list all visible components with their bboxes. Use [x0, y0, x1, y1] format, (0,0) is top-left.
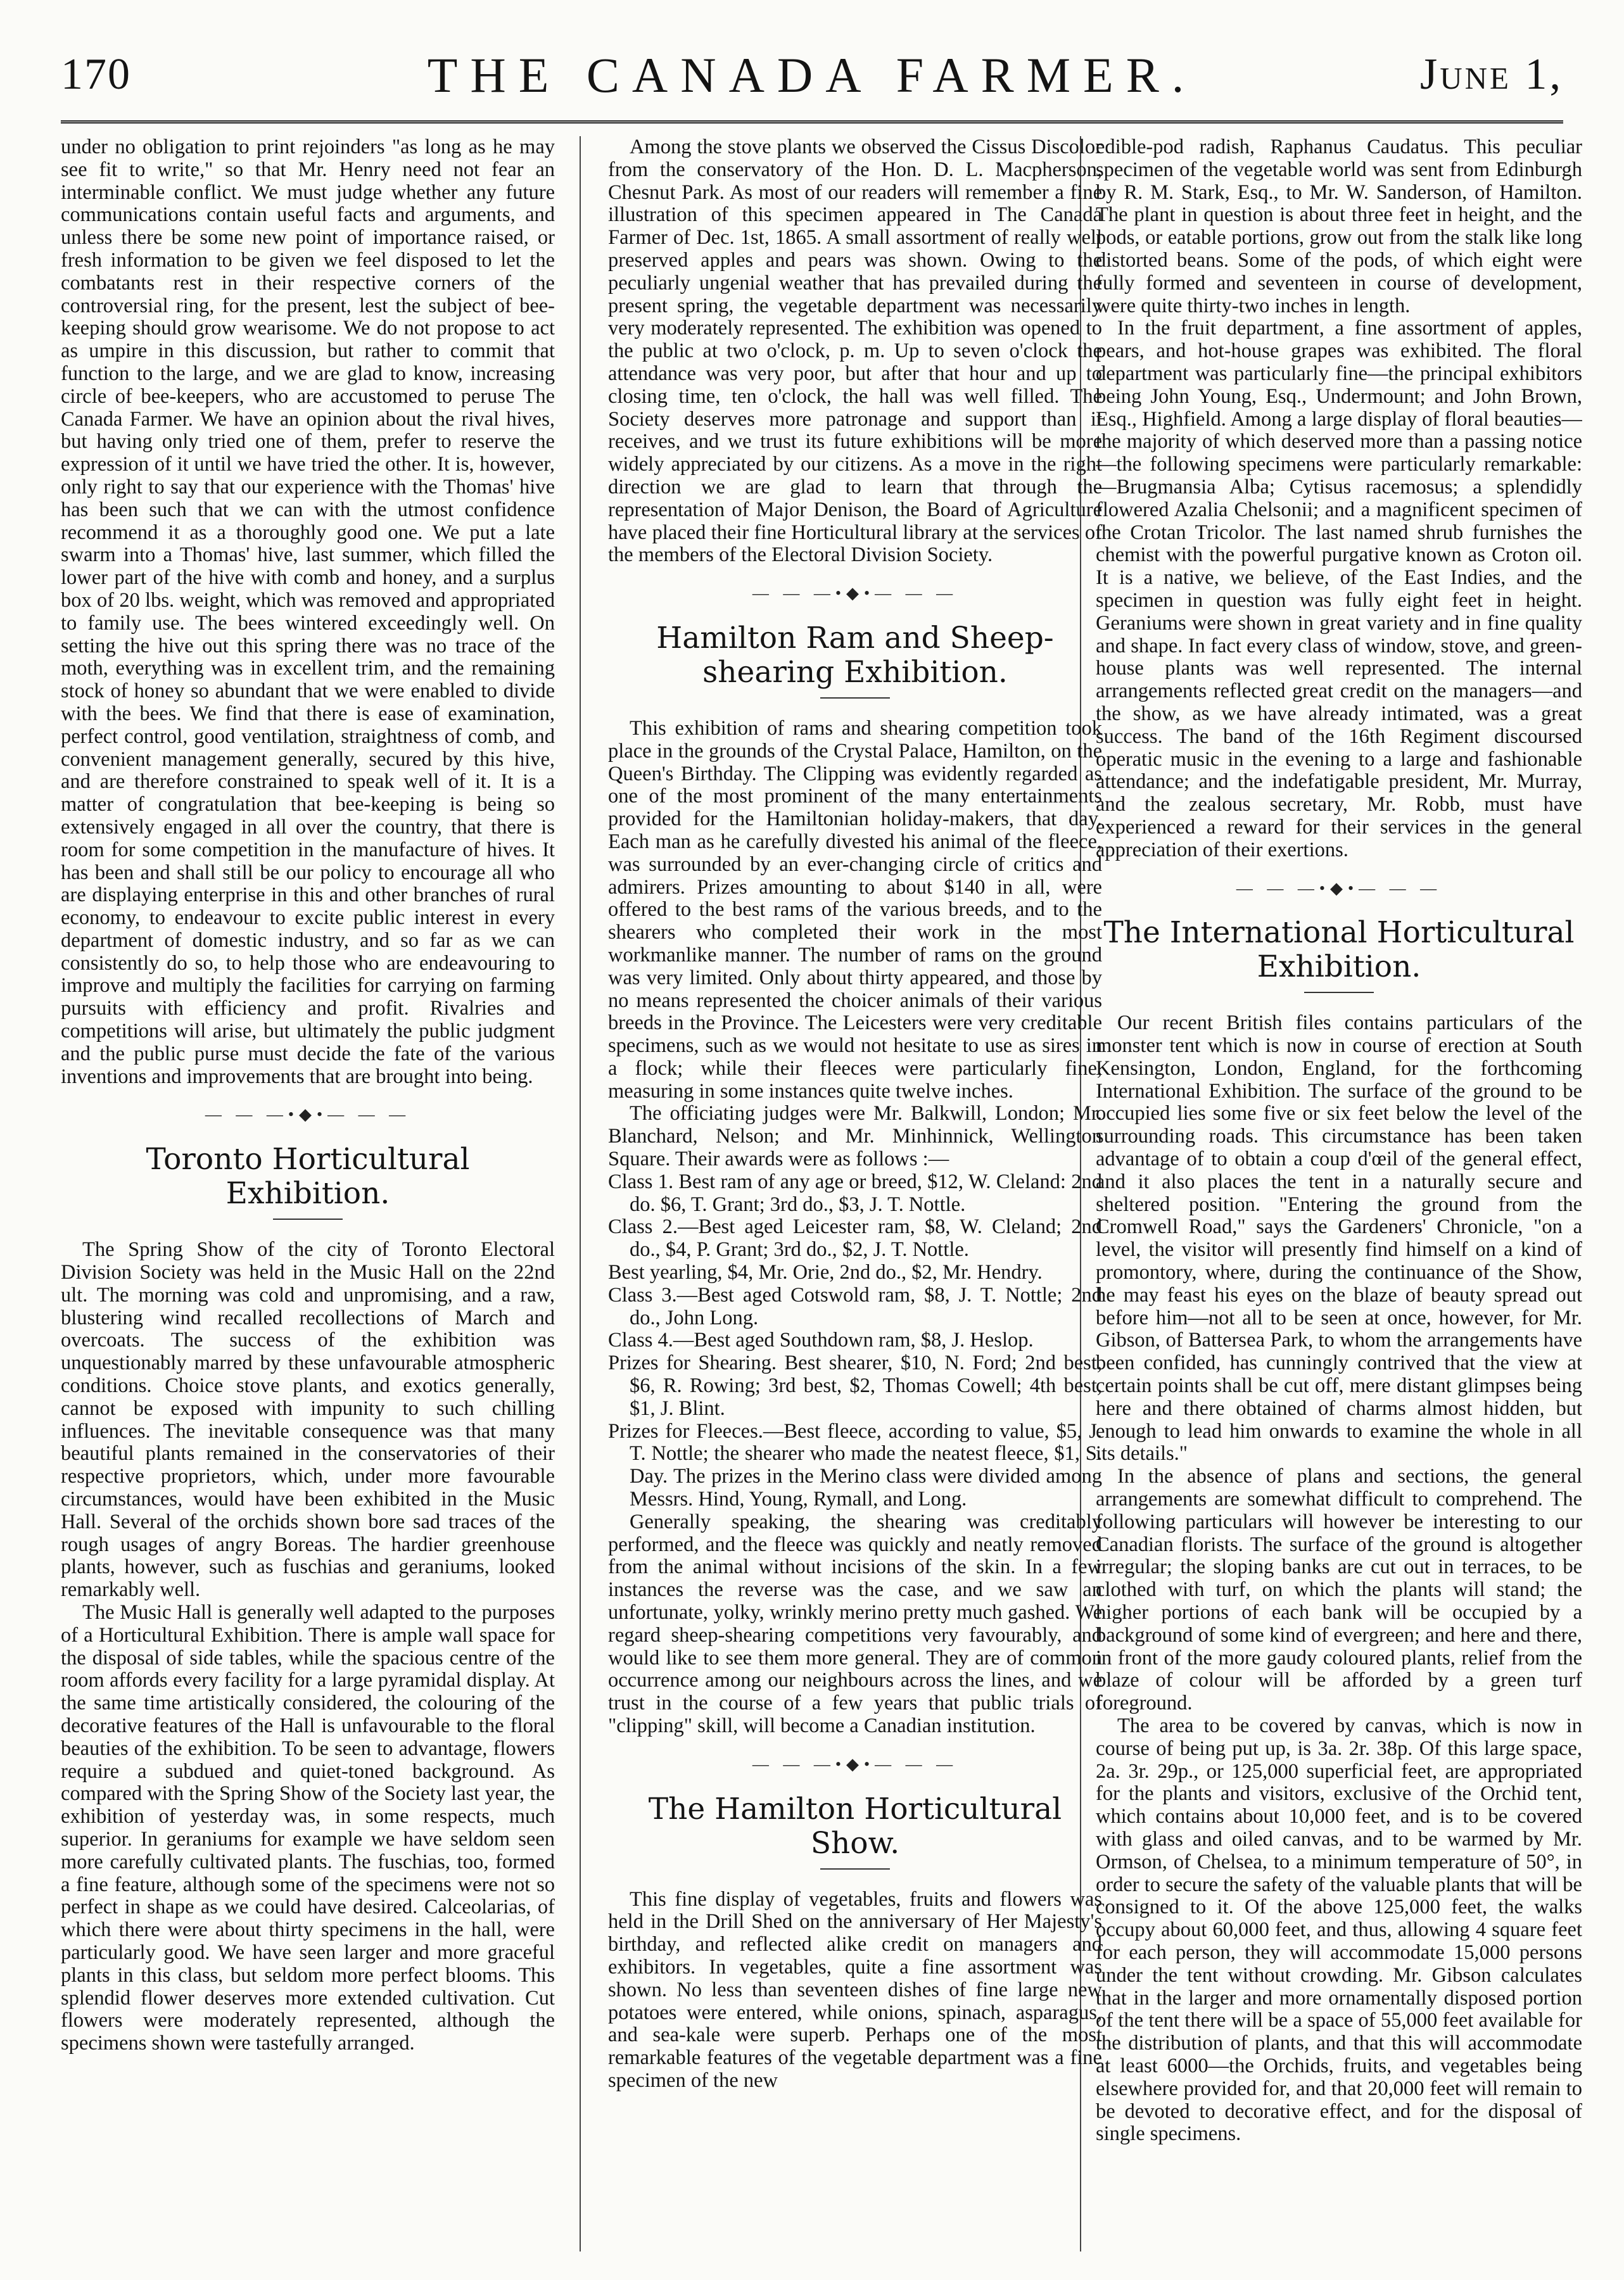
page-number: 170 — [61, 50, 131, 99]
section-ornament: — — —•◆•— — — — [205, 1105, 411, 1124]
article-heading: Hamilton Ram and Sheep-shearing Exhibition. — [656, 620, 1054, 690]
paragraph: Generally speaking, the shearing was creditably performed, and the fleece was quickly and neatly removed from the animal without incisions of the skin. In a few instances the reverse was the case, and we saw an unfortunate, yolky, wrinkly merino pretty much gashed. We regard sheep-shearing competitions very favourably, and would like to see them more general. They are of common occurrence among our neighbours across the lines, and we trust in the course of a few years that public trials of "clipping" skill, will become a Canadian institution. — [608, 1510, 1102, 1737]
prize-list-item: Class 4.—Best aged Southdown ram, $8, J. Heslop. — [608, 1329, 1034, 1352]
article-heading: Toronto Horticultural Exhibition. — [146, 1142, 470, 1212]
paragraph: This exhibition of rams and shearing competition took place in the grounds of the Crystal Palace, Hamilton, on the Queen's Birthday. The Clipping was evidently regarded as one of the most prominent of the many entertainments provided for the Hamiltonian holiday-makers, that day. Each man as he carefully divested his animal of the fleece, was surrounded by an ever-changing circle of critics and admirers. Prizes amounting to about $140 in all, were offered to the best rams of the various breeds, and to the shearers who completed their work in the most workmanlike manner. The number of rams on the ground was very limited. Only about thirty appeared, and those by no means represented the choicer animals of their various breeds in the Province. The Leicesters were very creditable specimens, such as we would not hesitate to use as sires in a flock; while their fleeces were particularly fine, measuring in some instances quite twelve inches. — [608, 716, 1102, 1103]
issue-date: June 1, — [1420, 50, 1563, 99]
prize-list-item: Class 2.—Best aged Leicester ram, $8, W. Cleland; 2nd do., $4, P. Grant; 3rd do., $2, J. T. Nottle. — [608, 1215, 1102, 1262]
paragraph: The Spring Show of the city of Toronto Electoral Division Society was held in the Music Hall on the 22nd ult. The morning was cold and unpromising, and a raw, blustering wind recalled recollections of March and overcoats. The success of the exhibition was unquestionably marred by these unfavourable atmospheric conditions. Choice stove plants, and exotics generally, cannot be exposed with impunity to such chilling influences. The inevitable consequence was that many beautiful plants remained in the conservatories of their respective proprietors, which, under more favourable circumstances, would have been exhibited in the Music Hall. Several of the orchids shown bore sad traces of the rough usages of angry Boreas. The hardier greenhouse plants, however, such as fuschias and geraniums, looked remarkably well. — [61, 1238, 555, 1602]
heading-rule — [820, 1868, 890, 1870]
paragraph: In the fruit department, a fine assortment of apples, pears, and hot-house grapes was exhibited. The floral department was particularly fine—the principal exhibitors being John Young, Esq., Undermount; and John Brown, Esq., Highfield. Among a large display of floral beauties—the majority of which deserved more than a passing notice—the following specimens were particularly remarkable:—Brugmansia Alba; Cytisus racemosus; a splendidly flowered Azalia Chelsonii; and a magnificent specimen of the Crotan Tricolor. The last named shrub furnishes the chemist with the powerful purgative known as Croton oil. It is a native, we believe, of the East Indies, and the specimen in question was fully eight feet in height. Geraniums were shown in great variety and in fine quality and shape. In fact every class of window, stove, and green-house plants was well represented. The internal arrangements reflected great credit on the managers—and the show, as we have already intimated, was a great success. The band of the 16th Regiment discoursed operatic music in the evening to a large and fashionable attendance; and the indefatigable president, Mr. Murray, and the zealous secretary, Mr. Robb, must have experienced a reward for their services in the general appreciation of their exertions. — [1096, 317, 1582, 861]
prize-list-item: Class 3.—Best aged Cotswold ram, $8, J. T. Nottle; 2nd do., John Long. — [608, 1283, 1102, 1329]
publication-title: THE CANADA FARMER. — [427, 48, 1197, 103]
paragraph: Our recent British files contains particulars of the monster tent which is now in course of erection at South Kensington, London, England, for the forthcoming International Exhibition. The surface of the ground to be occupied lies some five or six feet below the level of the surrounding roads. This circumstance has been taken advantage of to obtain a coup d'œil of the general effect, and it also places the tent in a naturally secure and sheltered position. "Entering the ground from the Cromwell Road," says the Gardeners' Chronicle, "on a level, the visitor will presently find himself on a kind of promontory, where, during the continuance of the Show, he may feast his eyes on the blaze of beauty spread out before him—not all to be seen at once, however, for Mr. Gibson, of Battersea Park, to whom the arrangements have been confided, has cunningly contrived that the view at certain points shall be cut off, mere distant glimpses being here and there obtained of charms almost hidden, but enough to lead him onwards to examine the whole in all its details." — [1096, 1011, 1582, 1466]
paragraph: The area to be covered by canvas, which is now in course of being put up, is 3a. 2r. 38p. Of this large space, 2a. 3r. 29p., or 125,000 superficial feet, are appropriated for the plants and visitors, exclusive of the Orchid tent, which contains about 10,000 feet, and is to be covered with glass and oiled canvas, and to be warmed by Mr. Ormson, of Chelsea, to a minimum temperature of 50°, in order to secure the safety of the valuable plants that will be consigned to it. Of the above 125,000 feet, the walks occupy about 60,000 feet, and thus, allowing 4 square feet for each person, they will accommodate 15,000 persons under the tent without crowding. Mr. Gibson calculates that in the larger and more ornamentally disposed portion of the tent there will be a space of 55,000 feet available for the distribution of plants, and that this will accommodate at least 6000—the Orchids, fruits, and vegetables being elsewhere provided for, and that 20,000 feet will remain to be devoted to decorative effect, and for the disposal of single specimens. — [1096, 1714, 1582, 2146]
paragraph: The Music Hall is generally well adapted to the purposes of a Horticultural Exhibition. There is ample wall space for the disposal of side tables, while the spacious centre of the room affords every facility for a large pyramidal display. At the same time artistically considered, the colouring of the decorative features of the Hall is unfavourable to the floral beauties of the exhibition. To be seen to advantage, flowers require a subdued and quiet-toned background. As compared with the Spring Show of the Society last year, the exhibition of yesterday was, in some respects, much superior. In geraniums for example we have seldom seen more carefully cultivated plants. The fuschias, too, formed a fine feature, although some of the specimens were not so perfect in shape as we could have desired. Calceolarias, of which there were about thirty specimens in the hall, were particularly good. We have seen larger and more graceful plants in this class, but seldom more perfect blooms. This splendid flower deserves more extended cultivation. Cut flowers were moderately represented, although the specimens shown were tastefully arranged. — [61, 1601, 555, 2055]
column-2 — [608, 136, 1102, 2252]
prize-list-item: Best yearling, $4, Mr. Orie, 2nd do., $2, Mr. Hendry. — [608, 1261, 1043, 1284]
column-3 — [1096, 136, 1582, 2252]
column-1 — [61, 136, 555, 2252]
heading-rule — [820, 697, 890, 699]
heading-rule — [273, 1219, 343, 1220]
paragraph: under no obligation to print rejoinders "as long as he may see fit to write," so that Mr. Henry need not fear an interminable conflict. We must judge whether any future communications contain useful facts and arguments, and unless there be some new point of importance raised, or fresh information to be given we feel disposed to let the combatants rest in their respective corners of the controversial ring, for the present, lest the subject of bee-keeping should grow wearisome. We do not propose to act as umpire in this discussion, but rather to commit that function to the large, and we are glad to know, increasing circle of bee-keepers, who are accustomed to peruse The Canada Farmer. We have an opinion about the rival hives, but having only tried one of them, prefer to reserve the expression of it until we have tried the other. It is, however, only right to say that our experience with the Thomas' hive has been such that we can with the utmost confidence recommend it as a thoroughly good one. We put a late swarm into a Thomas' hive, last summer, which filled the lower part of the hive with comb and honey, and a surplus box of 20 lbs. weight, which was removed and appropriated to family use. The bees wintered exceedingly well. On setting the hive out this spring there was no trace of the moth, everything was in excellent trim, and the remaining stock of honey so abundant that we were enabled to divide with the bees. We find that there is ease of examination, perfect control, good ventilation, straightness of comb, and convenient management generally, secured by this hive, and are therefore constrained to speak well of it. It is a matter of congratulation that bee-keeping is being so extensively engaged in all over the country, that there is room for some competition in the manufacture of hives. It has been and shall still be our policy to encourage all who are displaying enterprise in this and other branches of rural economy, to endeavour to excite public interest in every department of domestic industry, and so far as we can consistently do so, to help those who are endeavouring to improve and multiply the facilities for carrying on farming pursuits with efficiency and profit. Rivalries and competitions will arise, but ultimately the public judgment and the public purse must decide the fate of the various inventions and improvements that are brought into being. — [61, 136, 555, 1088]
paragraph: edible-pod radish, Raphanus Caudatus. This peculiar specimen of the vegetable world was sent from Edinburgh by R. M. Stark, Esq., to Mr. W. Sanderson, of Hamilton. The plant in question is about three feet in height, and the pods, or eatable portions, grow out from the stalk like long distorted beans. Some of the pods, of which eight were fully formed and seventeen in course of development, were quite thirty-two inches in length. — [1096, 136, 1582, 317]
article-heading: The International Horticultural Exhibition. — [1103, 915, 1575, 985]
prize-list-item: Prizes for Shearing. Best shearer, $10, N. Ford; 2nd best, $6, R. Rowing; 3rd best, $2, Thomas Cowell; 4th best, $1, J. Blint. — [608, 1352, 1102, 1420]
prize-list-item: Prizes for Fleeces.—Best fleece, according to value, $5, J. T. Nottle; the shearer who made the neatest fleece, $1, S. Day. The prizes in the Merino class were divided among Messrs. Hind, Young, Rymall, and Long. — [608, 1419, 1102, 1511]
section-ornament: — — —•◆•— — — — [752, 1754, 958, 1773]
masthead — [61, 38, 1563, 124]
paragraph: Among the stove plants we observed the Cissus Discolor from the conservatory of the Hon. D. L. Macpherson, Chesnut Park. As most of our readers will remember a fine illustration of this specimen appeared in The Canada Farmer of Dec. 1st, 1865. A small assortment of really well preserved apples and pears was shown. Owing to the peculiarly ungenial weather that has prevailed during the present spring, the vegetable department was necessarily very moderately represented. The exhibition was opened to the public at two o'clock, p. m. Up to seven o'clock the attendance was very poor, but after that hour and up to closing time, ten o'clock, the hall was well filled. The Society deserves more patronage and support than it receives, and we trust its future exhibitions will be more widely appreciated by our citizens. As a move in the right direction we are glad to learn that through the representation of Major Denison, the Board of Agriculture have placed their fine Horticultural library at the services of the members of the Electoral Division Society. — [608, 136, 1102, 567]
section-ornament: — — —•◆•— — — — [1236, 878, 1442, 897]
paragraph: This fine display of vegetables, fruits and flowers was held in the Drill Shed on the anniversary of Her Majesty's birthday, and reflected alike credit on managers and exhibitors. In vegetables, quite a fine assortment was shown. No less than seventeen dishes of fine large new potatoes were entered, while onions, spinach, asparagus, and sea-kale were superb. Perhaps one of the most remarkable features of the vegetable department was a fine specimen of the new — [608, 1887, 1102, 2092]
prize-list-item: Class 1. Best ram of any age or breed, $12, W. Cleland: 2nd do. $6, T. Grant; 3rd do., $3, J. T. Nottle. — [608, 1170, 1102, 1216]
paragraph: The officiating judges were Mr. Balkwill, London; Mr. Blanchard, Nelson; and Mr. Minhinnick, Wellington Square. Their awards were as follows :— — [608, 1102, 1102, 1171]
article-heading: The Hamilton Horticultural Show. — [648, 1791, 1062, 1861]
section-ornament: — — —•◆•— — — — [752, 584, 958, 603]
column-divider — [580, 136, 581, 2252]
heading-rule — [1304, 992, 1374, 993]
paragraph: In the absence of plans and sections, the general arrangements are somewhat difficult to comprehend. The following particulars will however be interesting to our Canadian florists. The surface of the ground is altogether irregular; the sloping banks are cut out in terraces, to be clothed with turf, on which the plants will stand; the higher portions of each bank will be occupied by a background of some kind of evergreen; and here and there, in front of the more gaudy coloured plants, relief from the blaze of colour will be afforded by a green turf foreground. — [1096, 1465, 1582, 1715]
